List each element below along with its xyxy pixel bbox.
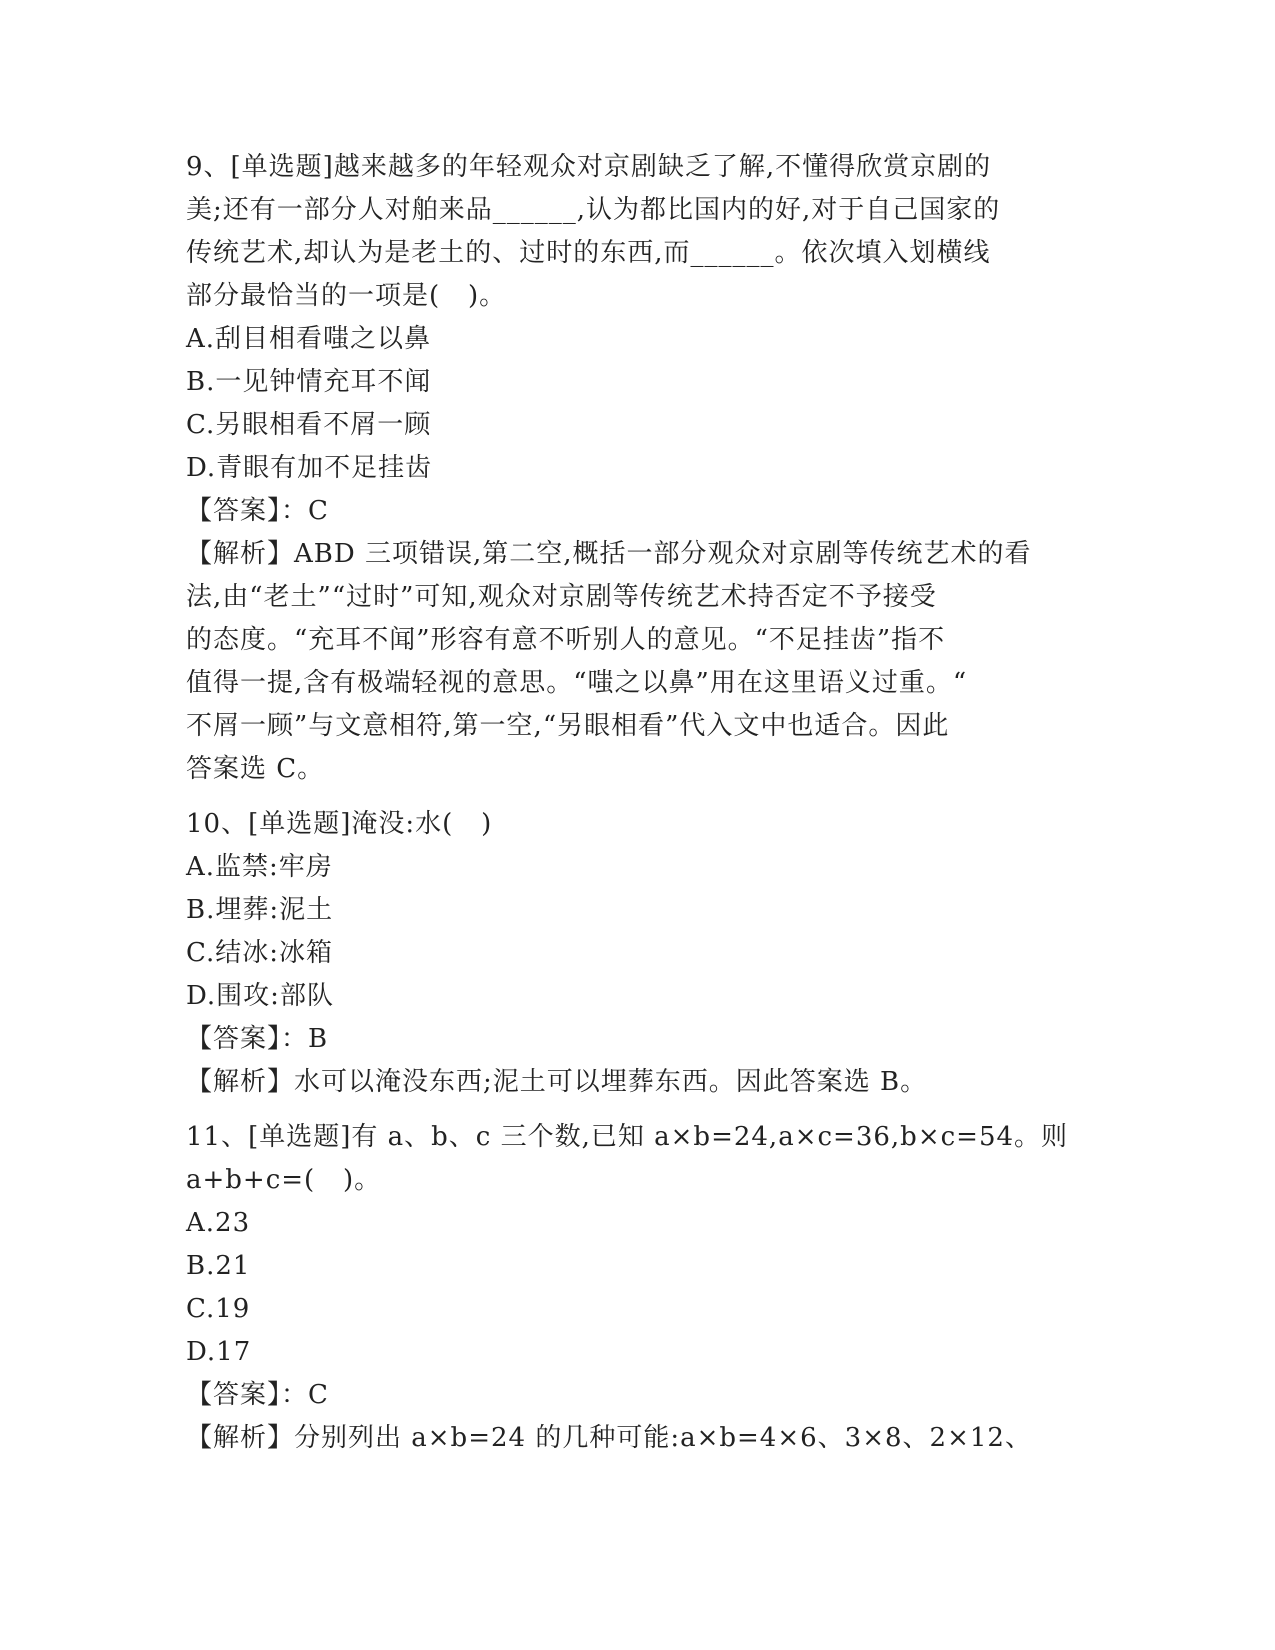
answer-line: 【答案】：C bbox=[186, 1380, 329, 1410]
option-a: A.刮目相看嗤之以鼻 bbox=[186, 324, 432, 354]
option-b: B.一见钟情充耳不闻 bbox=[186, 367, 432, 397]
analysis-line: 的态度。“充耳不闻”形容有意不听别人的意见。“不足挂齿”指不 bbox=[186, 625, 946, 655]
option-a: A.监禁:牢房 bbox=[186, 852, 333, 882]
question-spacer bbox=[186, 791, 1086, 803]
analysis-line: 法,由“老土”“过时”可知,观众对京剧等传统艺术持否定不予接受 bbox=[186, 582, 937, 612]
question-stem-line: 部分最恰当的一项是( )。 bbox=[186, 281, 507, 311]
option-b: B.埋葬:泥土 bbox=[186, 895, 334, 925]
question-stem-line: 11、[单选题]有 a、b、c 三个数,已知 a×b=24,a×c=36,b×c=54。则 bbox=[186, 1122, 1069, 1152]
option-d: D.围攻:部队 bbox=[186, 981, 334, 1011]
answer-line: 【答案】：C bbox=[186, 496, 329, 526]
analysis-line: 【解析】分别列出 a×b=24 的几种可能:a×b=4×6、3×8、2×12、 bbox=[186, 1423, 1032, 1453]
analysis-line: 值得一提,含有极端轻视的意思。“嗤之以鼻”用在这里语义过重。“ bbox=[186, 668, 968, 698]
question-stem-line: a+b+c=( )。 bbox=[186, 1165, 382, 1195]
option-d: D.青眼有加不足挂齿 bbox=[186, 453, 433, 483]
option-c: C.19 bbox=[186, 1294, 251, 1324]
question-stem-line: 9、[单选题]越来越多的年轻观众对京剧缺乏了解,不懂得欣赏京剧的 bbox=[186, 152, 992, 182]
analysis-line: 不屑一顾”与文意相符,第一空,“另眼相看”代入文中也适合。因此 bbox=[186, 711, 950, 741]
analysis-line: 答案选 C。 bbox=[186, 754, 325, 784]
question-10 bbox=[186, 803, 1086, 1104]
question-11 bbox=[186, 1116, 1086, 1460]
document-page bbox=[186, 146, 1086, 1460]
question-spacer bbox=[186, 1104, 1086, 1116]
analysis-line: 【解析】ABD 三项错误,第二空,概括一部分观众对京剧等传统艺术的看 bbox=[186, 539, 1032, 569]
option-b: B.21 bbox=[186, 1251, 251, 1281]
analysis-line: 【解析】水可以淹没东西;泥土可以埋葬东西。因此答案选 B。 bbox=[186, 1067, 928, 1097]
option-d: D.17 bbox=[186, 1337, 252, 1367]
question-stem-line: 10、[单选题]淹没:水( ) bbox=[186, 809, 493, 839]
question-9 bbox=[186, 146, 1086, 791]
question-stem-line: 美;还有一部分人对舶来品______,认为都比国内的好,对于自己国家的 bbox=[186, 195, 1001, 225]
answer-line: 【答案】：B bbox=[186, 1024, 329, 1054]
option-c: C.结冰:冰箱 bbox=[186, 938, 333, 968]
option-c: C.另眼相看不屑一顾 bbox=[186, 410, 432, 440]
question-stem-line: 传统艺术,却认为是老土的、过时的东西,而______。依次填入划横线 bbox=[186, 238, 991, 268]
option-a: A.23 bbox=[186, 1208, 251, 1238]
